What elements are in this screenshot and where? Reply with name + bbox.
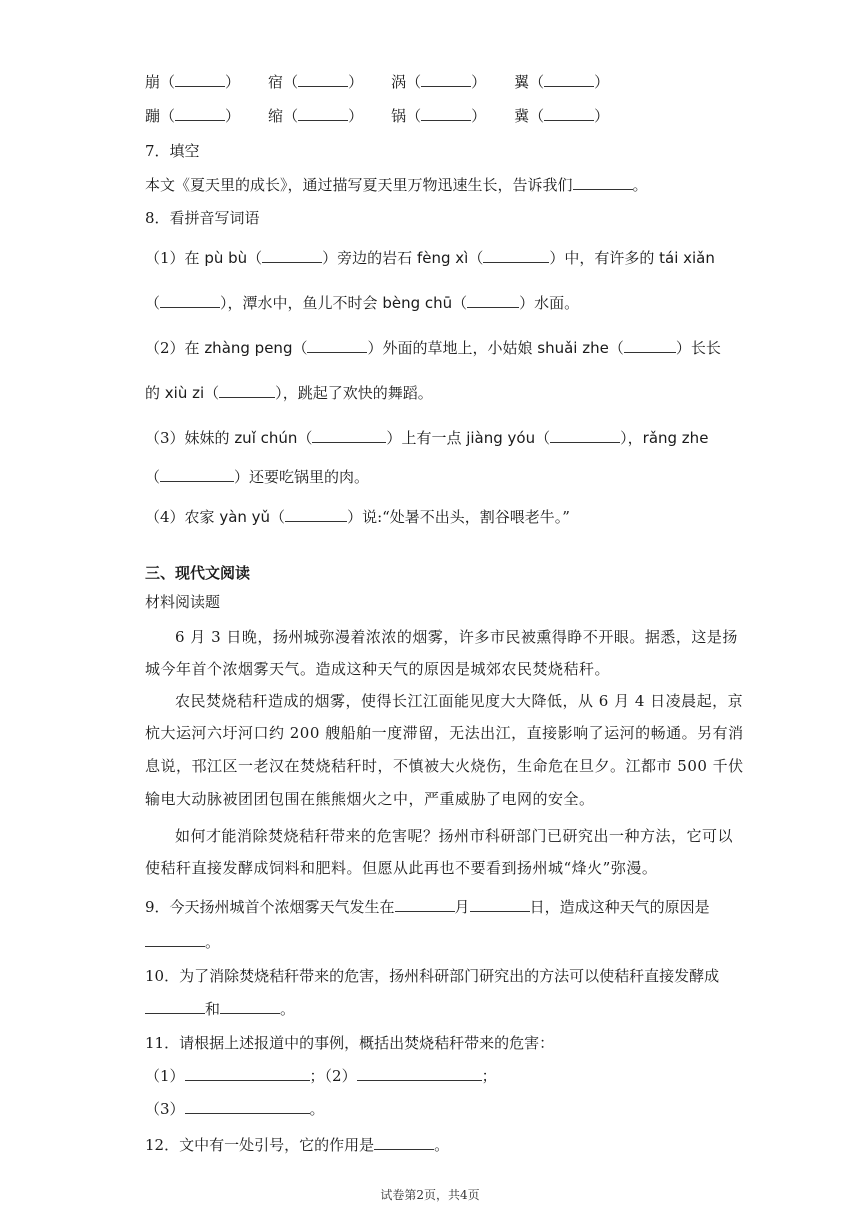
pinyin: bèng chū: [382, 294, 453, 312]
char: 冀: [514, 107, 530, 125]
q10-line-2: 和 。: [145, 999, 295, 1019]
q7-text: 本文《夏天里的成长》，通过描写夏天里万物迅速生长，告诉我们 。: [145, 176, 648, 194]
pinyin: zuǐ chún: [234, 429, 298, 447]
q11-title: 11．请根据上述报道中的事例，概括出焚烧秸秆带来的危害：: [145, 1034, 555, 1052]
q8-line-4: 的 xiù zi（ ），跳起了欢快的舞蹈。: [145, 384, 433, 402]
answer-blank[interactable]: [185, 1066, 310, 1081]
answer-blank[interactable]: [145, 932, 205, 947]
answer-blank[interactable]: [470, 897, 530, 912]
answer-blank[interactable]: [262, 248, 322, 263]
q7-title: 7．填空: [145, 142, 200, 160]
char: 涡: [391, 73, 407, 91]
q9-line-2: 。: [145, 932, 220, 952]
answer-blank[interactable]: [544, 106, 594, 121]
char: 锅: [391, 107, 407, 125]
answer-blank[interactable]: [298, 106, 348, 121]
char: 崩: [145, 73, 161, 91]
passage-line: 城今年首个浓烟雾天气。造成这种天气的原因是城郊农民焚烧秸秆。: [145, 660, 611, 678]
page-footer: 试卷第2页，共4页: [380, 1188, 480, 1202]
pinyin: zhàng peng: [204, 339, 293, 357]
answer-blank[interactable]: [421, 106, 471, 121]
answer-blank[interactable]: [544, 72, 594, 87]
char: 翼: [514, 73, 530, 91]
answer-blank[interactable]: [160, 293, 220, 308]
q11-line-1: （1） ；（2） ；: [145, 1067, 497, 1085]
passage-line: 息说，邗江区一老汉在焚烧秸秆时，不慎被大火烧伤，生命危在旦夕。江都市 500 千伏: [145, 757, 744, 775]
answer-blank[interactable]: [219, 383, 275, 398]
q8-line-3: （2）在 zhàng peng（ ）外面的草地上，小姑娘 shuǎi zhe（ ）长长: [145, 339, 721, 357]
pinyin: xiù zi: [164, 384, 205, 402]
answer-blank[interactable]: [421, 72, 471, 87]
answer-blank[interactable]: [307, 338, 367, 353]
pinyin: tái xiǎn: [659, 249, 715, 267]
q8-line-5: （3）妹妹的 zuǐ chún（ ）上有一点 jiàng yóu（ ），rǎng zhe: [145, 429, 709, 447]
q9-line-1: 9．今天扬州城首个浓烟雾天气发生在 月 日，造成这种天气的原因是: [145, 898, 710, 916]
q10-line-1: 10．为了消除焚烧秸秆带来的危害，扬州科研部门研究出的方法可以使秸秆直接发酵成: [145, 967, 720, 985]
pinyin: shuǎi zhe: [537, 339, 609, 357]
char-row-2: 蹦（ ） 缩（ ） 锅（ ） 冀（ ）: [145, 107, 610, 125]
char: 缩: [268, 107, 284, 125]
char: 宿: [268, 73, 284, 91]
pinyin: fèng xì: [416, 249, 469, 267]
passage-line: 如何才能消除焚烧秸秆带来的危害呢？扬州市科研部门已研究出一种方法，它可以: [175, 827, 734, 845]
answer-blank[interactable]: [395, 897, 455, 912]
answer-blank[interactable]: [573, 175, 633, 190]
section-heading: 三、现代文阅读: [145, 564, 251, 582]
answer-blank[interactable]: [624, 338, 676, 353]
section-subheading: 材料阅读题: [145, 593, 221, 611]
answer-blank[interactable]: [145, 999, 205, 1014]
passage-line: 使秸秆直接发酵成饲料和肥料。但愿从此再也不要看到扬州城“烽火”弥漫。: [145, 859, 658, 877]
q7-text-before: 本文《夏天里的成长》，通过描写夏天里万物迅速生长，告诉我们: [145, 176, 573, 194]
passage-line: 杭大运河六圩河口约 200 艘船舶一度滞留，无法出江，直接影响了运河的畅通。另有消: [145, 724, 744, 742]
pinyin: jiàng yóu: [466, 429, 536, 447]
answer-blank[interactable]: [298, 72, 348, 87]
passage-line: 农民焚烧秸秆造成的烟雾，使得长江江面能见度大大降低，从 6 月 4 日凌晨起，京: [175, 692, 744, 710]
q8-line-2: （ ），潭水中，鱼儿不时会 bèng chū（ ）水面。: [145, 294, 580, 312]
answer-blank[interactable]: [550, 428, 620, 443]
answer-blank[interactable]: [285, 507, 347, 522]
q12-line: 12．文中有一处引号，它的作用是 。: [145, 1136, 450, 1154]
passage-line: 输电大动脉被团团包围在熊熊烟火之中，严重威胁了电网的安全。: [145, 790, 595, 808]
answer-blank[interactable]: [175, 106, 225, 121]
answer-blank[interactable]: [374, 1135, 434, 1150]
q8-title: 8．看拼音写词语: [145, 209, 260, 227]
answer-blank[interactable]: [185, 1099, 310, 1114]
answer-blank[interactable]: [312, 428, 386, 443]
answer-blank[interactable]: [467, 293, 519, 308]
answer-blank[interactable]: [483, 248, 549, 263]
pinyin: rǎng zhe: [642, 429, 709, 447]
q8-line-6: （ ）还要吃锅里的肉。: [145, 468, 370, 486]
char: 蹦: [145, 107, 161, 125]
passage-line: 6 月 3 日晚，扬州城弥漫着浓浓的烟雾，许多市民被熏得睁不开眼。据悉，这是扬: [175, 628, 738, 646]
q8-line-1: （1）在 pù bù（ ）旁边的岩石 fèng xì（ ）中，有许多的 tái xiǎn: [145, 249, 715, 267]
char-row-1: 崩（ ） 宿（ ） 涡（ ） 翼（ ）: [145, 73, 610, 91]
pinyin: pù bù: [204, 249, 248, 267]
answer-blank[interactable]: [220, 999, 280, 1014]
answer-blank[interactable]: [175, 72, 225, 87]
answer-blank[interactable]: [357, 1066, 482, 1081]
q8-line-7: （4）农家 yàn yǔ（ ）说:“处暑不出头，割谷喂老牛。”: [145, 508, 570, 526]
answer-blank[interactable]: [160, 467, 234, 482]
pinyin: yàn yǔ: [219, 508, 271, 526]
q11-line-2: （3） 。: [145, 1100, 325, 1118]
